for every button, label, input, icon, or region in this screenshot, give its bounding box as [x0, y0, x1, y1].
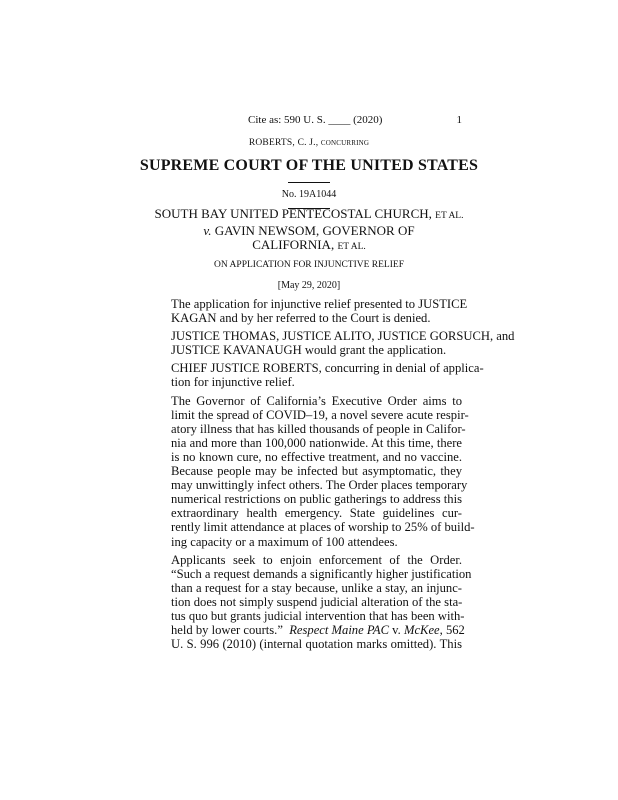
opinion-author-header: ROBERTS, C. J., concurring [248, 138, 370, 148]
opinion-body [160, 297, 515, 652]
running-header [160, 114, 462, 128]
case-title [0, 207, 618, 255]
decision-date: [May 29, 2020] [277, 280, 341, 291]
court-name: SUPREME COURT OF THE UNITED STATES [139, 157, 479, 174]
divider-rule [288, 182, 330, 183]
paragraph: JUSTICE THOMAS, JUSTICE ALITO, JUSTICE GORSUCH, and JUSTICE KAVANAUGH would grant the application. [171, 329, 515, 358]
case-title-line: SOUTH BAY UNITED PENTECOSTAL CHURCH, ET AL. [154, 206, 464, 221]
case-title-line: CALIFORNIA, ET AL. [252, 237, 366, 252]
paragraph: The application for injunctive relief presented to JUSTICE KAGAN and by her referred to the Court is denied. [171, 297, 468, 326]
paragraph: Applicants seek to enjoin enforcement of the Order. “Such a request demands a significantly higher justification than a request for a stay because, unlike a stay, an injunc- tion does not simply suspend judicial alteration of the sta- tus quo but grants judicial intervention that has been with- held by lower courts.” Respect Maine PAC v. McKee, 562 U. S. 996 (2010) (internal quotation marks omitted). This [160, 553, 462, 652]
case-title-line: v. GAVIN NEWSOM, GOVERNOR OF [203, 222, 415, 238]
citation-line: held by lower courts.” Respect Maine PAC v. McKee, 562 [171, 623, 465, 638]
procedural-posture: ON APPLICATION FOR INJUNCTIVE RELIEF [213, 260, 404, 270]
paragraph: The Governor of California’s Executive Order aims to limit the spread of COVID–19, a novel severe acute respir- atory illness that has killed thousands of people in Califor- nia and more than 100,000 nationwide. At this time, there is no known cure, no effective treatment, and no vaccine. Because people may be infected but asymptomatic, they may unwittingly infect others. The Order places temporary numerical restrictions on public gatherings to address this extraordinary health emergency. State guidelines cur- rently limit attendance at places of worship to 25% of build- ing capacity or a maximum of 100 attendees. [171, 393, 475, 549]
paragraph: CHIEF JUSTICE ROBERTS, concurring in denial of applica- tion for injunctive relief. [171, 361, 484, 390]
docket-number: No. 19A1044 [281, 189, 337, 200]
citation: Cite as: 590 U. S. ____ (2020) [248, 114, 383, 126]
page-number: 1 [456, 114, 462, 126]
